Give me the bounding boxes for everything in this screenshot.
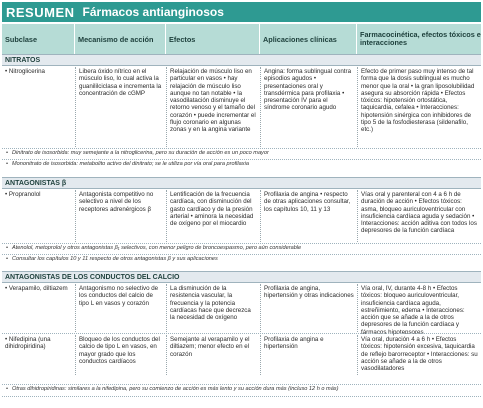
nitratos-mecanismo: Libera óxido nítrico en el músculo liso, lo cual activa la guanililciclasa e incrementa la concentración de cGMP [75, 67, 166, 147]
title-subtitle: Fármacos antianginosos [82, 5, 224, 19]
beta-aplicaciones: Profilaxia de angina • respecto de otras aplicaciones consultar, los capítulos 10, 11 y 13 [260, 190, 357, 242]
beta-note-2: • Consultar los capítulos 10 y 11 respecto de otros antagonistas β y sus aplicaciones [6, 256, 218, 262]
divider [2, 148, 481, 149]
divider [2, 159, 481, 160]
calcio-verapamilo-efectos: La disminución de la resistencia vascular, la frecuencia y la potencia cardíacas hace que decrezca la necesidad de oxígeno [166, 284, 260, 332]
calcio-nifedipina-efectos: Semejante al verapamilo y el diltiazem; menor efecto en el corazón [166, 335, 260, 375]
divider [2, 333, 481, 334]
calcio-verapamilo-subclase: • Verapamilo, diltiazem [5, 285, 68, 292]
nitratos-aplicaciones: Angina: forma sublingual contra episodios agudos • presentaciones oral y transdérmica para profilaxia • presentación IV para el síndrome coronario agudo [260, 67, 357, 147]
calcio-verapamilo-aplicaciones: Profilaxia de angina, hipertensión y otras indicaciones [260, 284, 357, 332]
divider [2, 254, 481, 255]
calcio-nifedipina-farmacocinetica: Vía oral, duración 4 a 6 h • Efectos tóxicos: hipotensión excesiva, taquicardia de reflejo barorreceptor • Interacciones: su acción se añade a la de otros vasodilatadores [357, 335, 481, 375]
section-beta: ANTAGONISTAS β [2, 177, 481, 189]
divider [2, 243, 481, 244]
header-mecanismo: Mecanismo de acción [75, 24, 166, 54]
divider [2, 384, 481, 385]
section-calcio: ANTAGONISTAS DE LOS CONDUCTOS DEL CALCIO [2, 271, 481, 283]
header-farmacocinetica: Farmacocinética, efectos tóxicos e interacciones [357, 24, 481, 54]
section-nitratos: NITRATOS [2, 54, 481, 66]
nitratos-note-1: • Dinitrato de isosorbida: muy semejante a la nitroglicerina, pero su duración de acción es un poco mayor [6, 150, 269, 156]
header-aplicaciones: Aplicaciones clínicas [260, 24, 357, 54]
beta-subclase: • Propranolol [5, 191, 41, 198]
calcio-note-1: • Otras dihidropiridinas: similares a la nifedipina, pero su comienzo de acción es más lento y su acción dura más (incluso 12 h o más) [6, 386, 339, 392]
calcio-nifedipina-mecanismo: Bloqueo de los conductos del calcio de tipo L en vasos, en mayor grado que los conductos cardíacos [75, 335, 166, 375]
nitratos-farmacocinetica: Efecto de primer paso muy intenso de tal forma que la dosis sublingual es mucho menor que la oral • la gran liposolubilidad asegura su absorción rápida • Efectos tóxicos: hipotensión ortostática, taquicardia, cefalea • Interacciones: hipotensión sinérgica con inhibidores de tipo 5 de la fosfodiesterasa (sildenafilo, etc.) [357, 67, 481, 147]
calcio-nifedipina-aplicaciones: Profilaxia de angina e hipertensión [260, 335, 357, 375]
divider [2, 396, 481, 397]
nitratos-note-2: • Mononitrato de isosorbida: metabolito activo del dinitrato; se le utiliza por vía oral para profilaxia [6, 161, 249, 167]
beta-mecanismo: Antagonista competitivo no selectivo a nivel de los receptores adrenérgicos β [75, 190, 166, 242]
calcio-verapamilo-farmacocinetica: Vía oral, IV, durante 4-8 h • Efectos tóxicos: bloqueo auriculoventricular, insuficiencia cardíaca aguda, estreñimiento, edema • Interacciones: acción que se añade a la de otros depresores de la función cardíaca y fármacos hipotensores [357, 284, 481, 332]
nitratos-efectos: Relajación de músculo liso en particular en vasos • hay relajación de músculo liso aunque no tan notable • la vasodilatación disminuye el retorno venoso y el tamaño del corazón • puede incrementar el flujo coronario en algunas zonas y en la angina variante [166, 67, 260, 147]
header-subclase: Subclase [2, 24, 75, 54]
title-bar [2, 2, 481, 22]
title-resumen: RESUMEN [6, 4, 75, 20]
beta-efectos: Lentificación de la frecuencia cardíaca, con disminución del gasto cardíaco y de la presión arterial • aminora la necesidad de oxígeno por el miocardio [166, 190, 260, 242]
beta-farmacocinetica: Vías oral y parenteral con 4 a 6 h de duración de acción • Efectos tóxicos: asma, bloqueo auriculoventricular con insuficiencia cardíaca aguda y sedación • Interacciones: acción aditiva con todos los depresores de la función cardíaca [357, 190, 481, 242]
header-efectos: Efectos [166, 24, 260, 54]
beta-note-1: • Atenolol, metoprolol y otros antagonistas β₁ selectivos, con menor peligro de broncoespasmo, pero aún considerable [6, 245, 302, 251]
calcio-verapamilo-mecanismo: Antagonismo no selectivo de los conductos del calcio de tipo L en vasos y corazón [75, 284, 166, 332]
calcio-nifedipina-subclase: • Nifedipina (una dihidropiridina) [5, 336, 51, 351]
nitratos-subclase: • Nitroglicerina [5, 68, 45, 75]
